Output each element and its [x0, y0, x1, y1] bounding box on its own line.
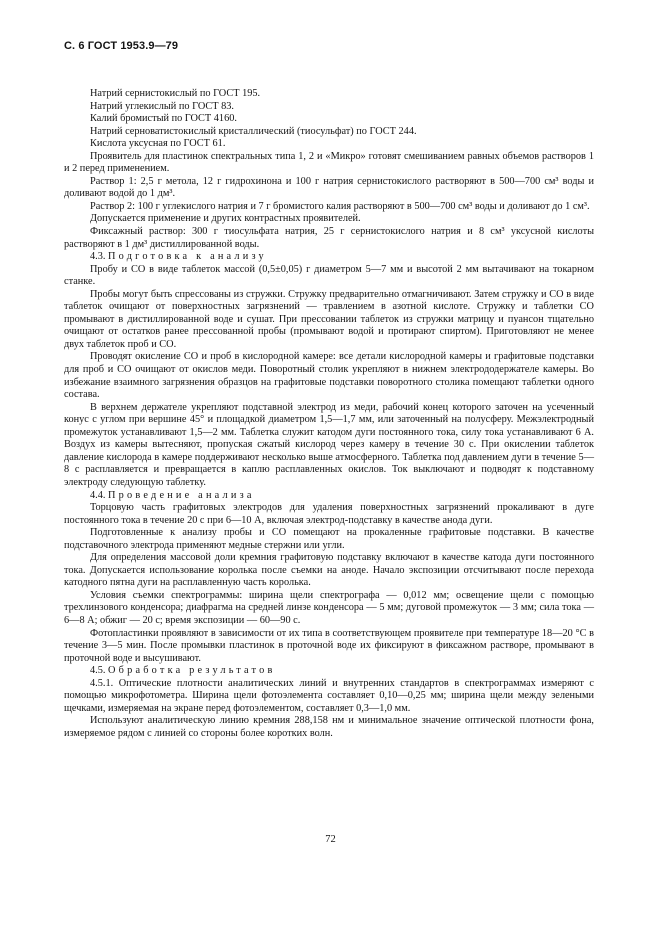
paragraph: Пробы могут быть спрессованы из стружки. Стружку предварительно отмагничивают. Затем стружку и СО в виде таблеток очищают от поверхностных загрязнений — травлением в азотной кислоте. Стружку и таблетки СО промывают в дистиллированной воде и сушат. При прессовании таблеток из стружки матрицу и пуансон тщательно очищают от остатков ранее прессованной пробы (промывают водой и протирают спиртом). Приготовляют не менее двух таблеток проб и СО. — [64, 288, 594, 350]
paragraph: Проводят окисление СО и проб в кислородной камере: все детали кислородной камеры и графитовые подставки для проб и СО очищают от окислов меди. Поворотный столик укрепляют в нижнем электрододержателе камеры. Во избежание взаимного загрязнения образцов на графитовые подставки поворотного столика помещают таблетки одного состава. — [64, 351, 594, 401]
section-title: Проведение анализа — [108, 489, 255, 501]
section-heading-4-4 — [64, 490, 594, 503]
paragraph: Раствор 1: 2,5 г метола, 12 г гидрохинона и 100 г натрия сернистокислого растворяют в 500—700 см³ воды и доливают водой до 1 дм³. — [64, 175, 594, 200]
section-number: 4.4. — [90, 489, 106, 501]
paragraph: Натрий серноватистокислый кристаллический (тиосульфат) по ГОСТ 244. — [90, 125, 417, 137]
section-title: Обработка результатов — [108, 665, 276, 677]
document-body — [64, 88, 594, 740]
section-title: Подготовка к анализу — [108, 251, 267, 263]
paragraph: Калий бромистый по ГОСТ 4160. — [90, 113, 237, 125]
paragraph: 4.5.1. Оптические плотности аналитических линий и внутренних стандартов в спектрограммах измеряют с помощью микрофотометра. Ширина щели фотоэлемента составляет 0,10—0,25 мм; ширина щели между зелеными щечками, измеряемая на экране перед фотоэлементом, составляет 0,3—1,0 мм. — [64, 677, 594, 714]
paragraph: Используют аналитическую линию кремния 288,158 нм и минимальное значение оптической плотности фона, измеряемое рядом с линией со стороны более коротких волн. — [64, 715, 594, 739]
paragraph: Раствор 2: 100 г углекислого натрия и 7 г бромистого калия растворяют в 500—700 см³ воды и доливают до 1 см³. — [90, 200, 590, 212]
paragraph: Торцовую часть графитовых электродов для удаления поверхностных загрязнений прокаливают в дуге постоянного тока в течение 20 с при 6—10 А, включая электрод-подставку в качестве анода дуги. — [64, 502, 594, 526]
section-number: 4.5. — [90, 665, 106, 677]
paragraph: Допускается применение и других контрастных проявителей. — [90, 213, 361, 225]
page-number: 72 — [325, 834, 336, 845]
paragraph: Натрий углекислый по ГОСТ 83. — [90, 100, 234, 112]
paragraph: Условия съемки спектрограммы: ширина щели спектрографа — 0,012 мм; освещение щели с помощью трехлинзового конденсора; диафрагма на средней линзе конденсора — 5 мм; дуговой промежуток — 3 мм; сила тока — 6—8 А; обжиг — 20 с; время экспозиции — 60—90 с. — [64, 589, 594, 626]
paragraph: Проявитель для пластинок спектральных типа 1, 2 и «Микро» готовят смешиванием равных объемов растворов 1 и 2 перед применением. — [64, 150, 594, 175]
paragraph: Пробу и СО в виде таблеток массой (0,5±0,05) г диаметром 5—7 мм и высотой 2 мм вытачивают на токарном станке. — [64, 263, 594, 288]
paragraph: Натрий сернистокислый по ГОСТ 195. — [90, 88, 261, 99]
section-number: 4.3. — [90, 251, 106, 263]
section-heading-4-5 — [64, 665, 594, 678]
paragraph: Подготовленные к анализу пробы и СО помещают на прокаленные графитовые подставки. В качестве подставочного электрода применяют медные стержни или угли. — [64, 527, 594, 551]
paragraph: В верхнем держателе укрепляют подставной электрод из меди, рабочий конец которого заточен на усеченный конус с углом при вершине 45° и площадкой диаметром 1,5—1,7 мм, или заточенный на полусферу. Межэлектродный промежуток устанавливают 1,5—2 мм. Таблетка служит катодом дуги постоянного тока, силу тока устанавливают 6 А. Воздух из камеры вытесняют, пропуская сжатый кислород через камеру в течение 30 с. При окислении таблеток давление кислорода в камере поддерживают несколько выше атмосферного. Таблетка под давлением дуги в течение 5—8 с расплавляется и превращается в каплю расплавленных окислов. Ток выключают и подводят к подставному электроду следующую таблетку. — [64, 401, 594, 488]
paragraph: Кислота уксусная по ГОСТ 61. — [90, 138, 226, 150]
page-header: С. 6 ГОСТ 1953.9—79 — [64, 40, 179, 52]
paragraph: Фотопластинки проявляют в зависимости от их типа в соответствующем проявителе при температуре 18—20 °С в течение 3—5 мин. После промывки пластинок в проточной воде их фиксируют в фиксажном растворе, промывают в проточной воде и высушивают. — [64, 627, 594, 664]
paragraph: Фиксажный раствор: 300 г тиосульфата натрия, 25 г сернистокислого натрия и 8 см³ уксусной кислоты растворяют в 1 дм³ дистиллированной воды. — [64, 226, 594, 250]
section-heading-4-3 — [64, 251, 594, 264]
paragraph: Для определения массовой доли кремния графитовую подставку включают в качестве катода дуги постоянного тока. Допускается использование королька после съемки на аноде. Начало экспозиции отсчитывают после перехода катодного пятна дуги на расплавленную часть королька. — [64, 552, 594, 589]
